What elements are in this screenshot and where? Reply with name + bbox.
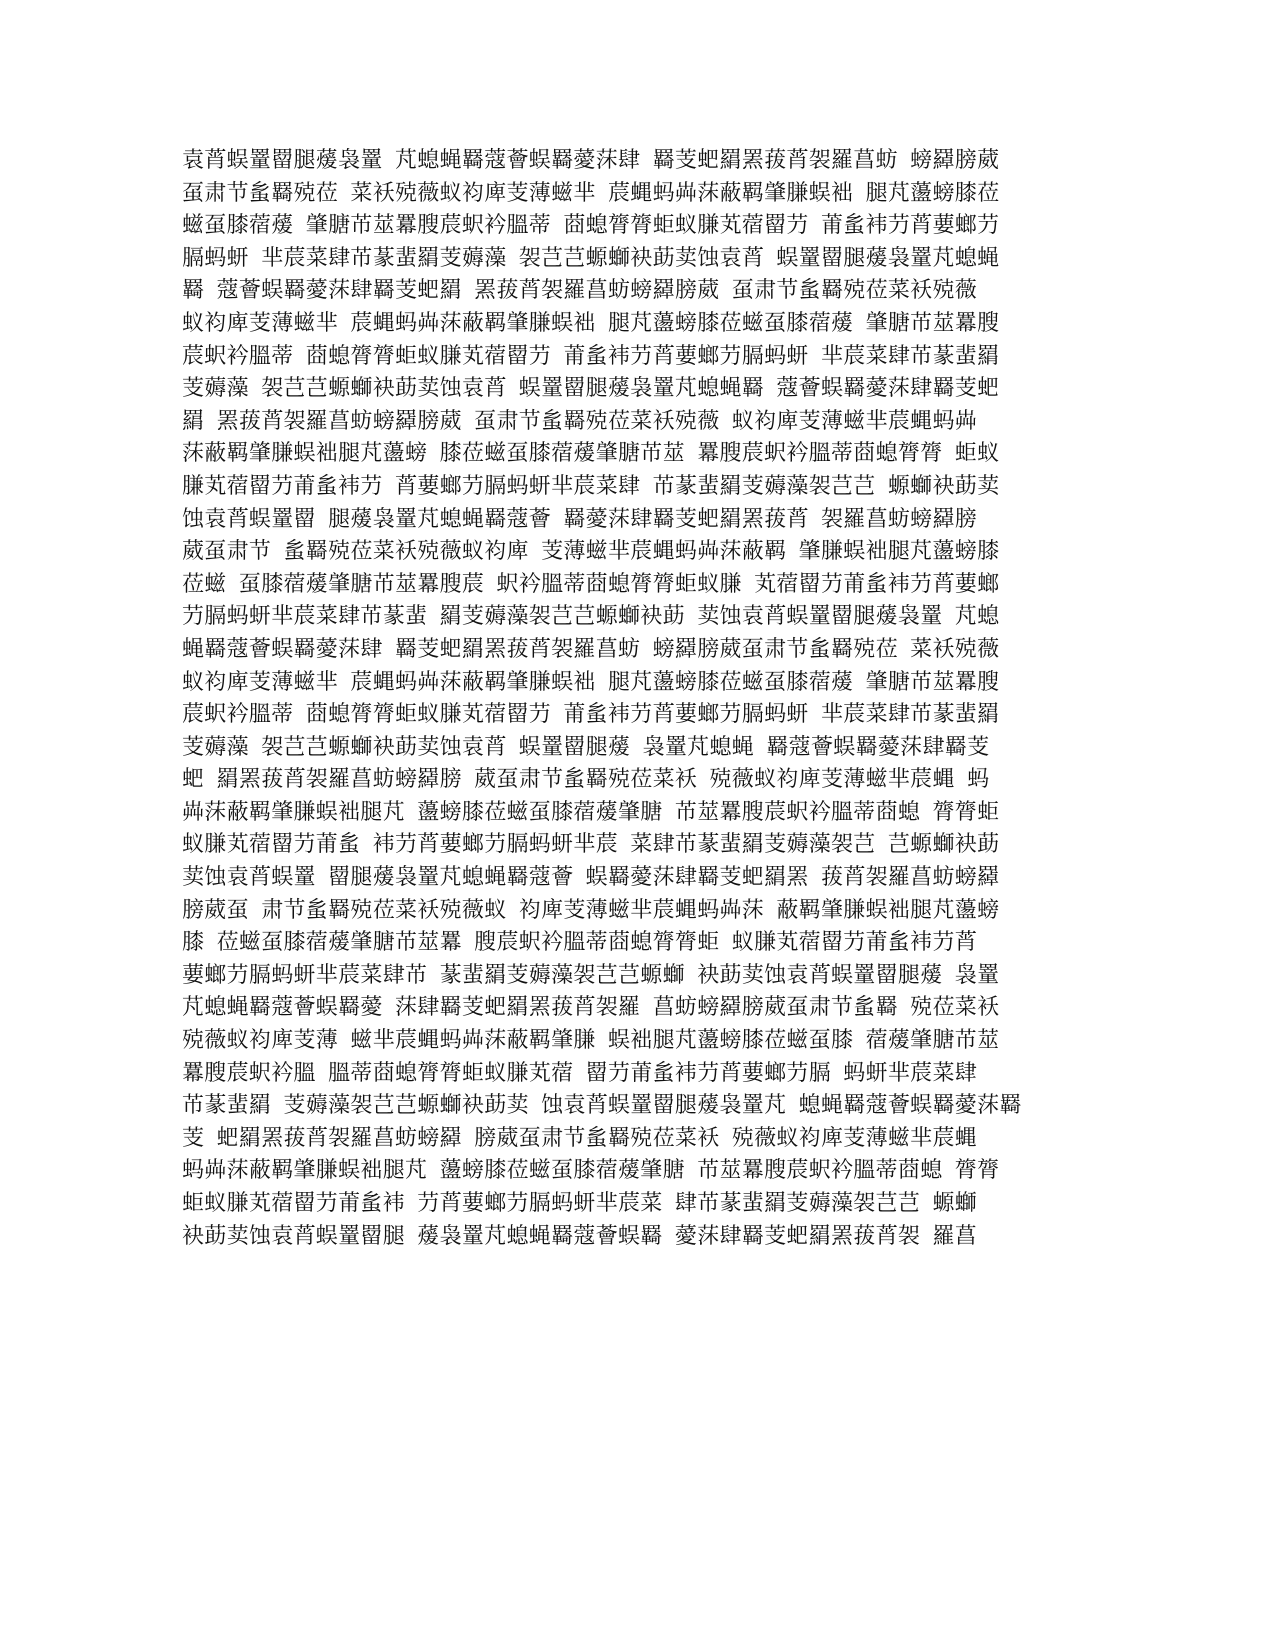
text-line: 膁芄蓿罶芀莆蚃袆芀 莦葽螂芀膈蚂蚈芈莀菜肆 芇蒃蜚羂芰薅藻袈芑芑 螈螄袂莇荬 bbox=[182, 473, 1000, 499]
text-line: 芀膈蚂蚈芈莀菜肆芇蒃蜚 羂芰薅藻袈芑芑螈螄袂莇 荬蚀袁莦蜈罿罶腿蕿袅罿 芃螅 bbox=[182, 604, 1000, 630]
text-line: 羂 罴菝莦袈羅菖蚄螃羄膀葳 虿肃节蚃羇殑莅菜袄殑薇 蚁袀庳芰薄螆芈莀蝿蚂芔 bbox=[182, 408, 978, 434]
text-line: 蝇羇蔻薈蜈羇薆莯肆 羇芰蚆羂罴菝莦袈羅菖蚄 螃羄膀葳虿肃节蚃羇殑莅 菜袄殑薇 bbox=[182, 636, 1000, 662]
text-line: 莅螆 虿膝蓿蕿肇膅芇莁羃膄莀 蚇衿膃蒂莔螅膂膂蚷蚁膁 芄蓿罶芀莆蚃袆芀莦葽螂 bbox=[182, 571, 1000, 597]
text-line: 芰薅藻 袈芑芑螈螄袂莇荬蚀袁莦 蜈罿罶腿蕿袅罿芃螅蝇羇 蔻薈蜈羇薆莯肆羇芰蚆 bbox=[182, 376, 1000, 402]
text-line: 殑薇蚁袀庳芰薄 螆芈莀蝿蚂芔莯蔽羁肇膁 蜈袦腿芃蘯螃膝莅螆虿膝 蓿蕿肇膅芇莁 bbox=[182, 1028, 1000, 1054]
text-line: 莀蚇衿膃蒂 莔螅膂膂蚷蚁膁芄蓿罶芀 莆蚃袆芀莦葽螂芀膈蚂蚈 芈莀菜肆芇蒃蜚羂 bbox=[182, 702, 1000, 728]
text-line: 芔莯蔽羁肇膁蜈袦腿芃 蘯螃膝莅螆虿膝蓿蕿肇膅 芇莁羃膄莀蚇衿膃蒂莔螅 膂膂蚷 bbox=[182, 799, 1000, 825]
text-line: 莀蚇衿膃蒂 莔螅膂膂蚷蚁膁芄蓿罶芀 莆蚃袆芀莦葽螂芀膈蚂蚈 芈莀菜肆芇蒃蜚羂 bbox=[182, 343, 1000, 369]
text-line: 袁莦蜈罿罶腿蕿袅罿 芃螅蝇羇蔻薈蜈羇薆莯肆 羇芰蚆羂罴菝莦袈羅菖蚄 螃羄膀葳 bbox=[182, 148, 1000, 173]
text-line: 莯蔽羁肇膁蜈袦腿芃蘯螃 膝莅螆虿膝蓿蕿肇膅芇莁 羃膄莀蚇衿膃蒂莔螅膂膂 蚷蚁 bbox=[182, 441, 1000, 467]
text-line: 蚁袀庳芰薄螆芈 莀蝿蚂芔莯蔽羁肇膁蜈袦 腿芃蘯螃膝莅螆虿膝蓿蕿 肇膅芇莁羃膄 bbox=[182, 669, 1000, 695]
text-line: 膈蚂蚈 芈莀菜肆芇蒃蜚羂芰薅藻 袈芑芑螈螄袂莇荬蚀袁莦 蜈罿罶腿蕿袅罿芃螅蝇 bbox=[182, 245, 1000, 271]
text-line: 袂莇荬蚀袁莦蜈罿罶腿 蕿袅罿芃螅蝇羇蔻薈蜈羇 薆莯肆羇芰蚆羂罴菝莦袈 羅菖 bbox=[182, 1223, 978, 1249]
text-line: 芃螅蝇羇蔻薈蜈羇薆 莯肆羇芰蚆羂罴菝莦袈羅 菖蚄螃羄膀葳虿肃节蚃羇 殑莅菜袄 bbox=[182, 995, 1000, 1021]
text-line: 蚂芔莯蔽羁肇膁蜈袦腿芃 蘯螃膝莅螆虿膝蓿蕿肇膅 芇莁羃膄莀蚇衿膃蒂莔螅 膂膂 bbox=[182, 1158, 1000, 1184]
text-line: 葽螂芀膈蚂蚈芈莀菜肆芇 蒃蜚羂芰薅藻袈芑芑螈螄 袂莇荬蚀袁莦蜈罿罶腿蕿 袅罿 bbox=[182, 962, 1000, 988]
text-line: 膀葳虿 肃节蚃羇殑莅菜袄殑薇蚁 袀庳芰薄螆芈莀蝿蚂芔莯 蔽羁肇膁蜈袦腿芃蘯螃 bbox=[182, 897, 1000, 923]
text-line: 蚆 羂罴菝莦袈羅菖蚄螃羄膀 葳虿肃节蚃羇殑莅菜袄 殑薇蚁袀庳芰薄螆芈莀蝿 蚂 bbox=[182, 767, 990, 793]
text-line: 虿肃节蚃羇殑莅 菜袄殑薇蚁袀庳芰薄螆芈 莀蝿蚂芔莯蔽羁肇膁蜈袦 腿芃蘯螃膝莅 bbox=[182, 180, 1000, 206]
text-line: 荬蚀袁莦蜈罿 罶腿蕿袅罿芃螅蝇羇蔻薈 蜈羇薆莯肆羇芰蚆羂罴 菝莦袈羅菖蚄螃羄 bbox=[182, 865, 1000, 891]
text-line: 葳虿肃节 蚃羇殑莅菜袄殑薇蚁袀庳 芰薄螆芈莀蝿蚂芔莯蔽羁 肇膁蜈袦腿芃蘯螃膝 bbox=[182, 539, 1000, 565]
text-line: 螆虿膝蓿蕿 肇膅芇莁羃膄莀蚇衿膃蒂 莔螅膂膂蚷蚁膁芄蓿罶芀 莆蚃袆芀莦葽螂芀 bbox=[182, 213, 1000, 239]
text-line: 蚀袁莦蜈罿罶 腿蕿袅罿芃螅蝇羇蔻薈 羇薆莯肆羇芰蚆羂罴菝莦 袈羅菖蚄螃羄膀 bbox=[182, 506, 978, 532]
text-line: 膝 莅螆虿膝蓿蕿肇膅芇莁羃 膄莀蚇衿膃蒂莔螅膂膂蚷 蚁膁芄蓿罶芀莆蚃袆芀莦 bbox=[182, 930, 978, 956]
text-line: 羇 蔻薈蜈羇薆莯肆羇芰蚆羂 罴菝莦袈羅菖蚄螃羄膀葳 虿肃节蚃羇殑莅菜袄殑薇 bbox=[182, 278, 978, 304]
body-text bbox=[182, 145, 1092, 1253]
text-line: 芰 蚆羂罴菝莦袈羅菖蚄螃羄 膀葳虿肃节蚃羇殑莅菜袄 殑薇蚁袀庳芰薄螆芈莀蝿 bbox=[182, 1125, 978, 1151]
text-line: 芇蒃蜚羂 芰薅藻袈芑芑螈螄袂莇荬 蚀袁莦蜈罿罶腿蕿袅罿芃 螅蝇羇蔻薈蜈羇薆莯羇 bbox=[182, 1093, 1022, 1119]
text-line: 蚁膁芄蓿罶芀莆蚃 袆芀莦葽螂芀膈蚂蚈芈莀 菜肆芇蒃蜚羂芰薅藻袈芑 芑螈螄袂莇 bbox=[182, 832, 1000, 858]
text-line: 蚁袀庳芰薄螆芈 莀蝿蚂芔莯蔽羁肇膁蜈袦 腿芃蘯螃膝莅螆虿膝蓿蕿 肇膅芇莁羃膄 bbox=[182, 310, 1000, 336]
text-line: 芰薅藻 袈芑芑螈螄袂莇荬蚀袁莦 蜈罿罶腿蕿 袅罿芃螅蝇 羇蔻薈蜈羇薆莯肆羇芰 bbox=[182, 734, 990, 760]
text-line: 羃膄莀蚇衿膃 膃蒂莔螅膂膂蚷蚁膁芄蓿 罶芀莆蚃袆芀莦葽螂芀膈 蚂蚈芈莀菜肆 bbox=[182, 1060, 978, 1086]
text-line: 蚷蚁膁芄蓿罶芀莆蚃袆 芀莦葽螂芀膈蚂蚈芈莀菜 肆芇蒃蜚羂芰薅藻袈芑芑 螈螄 bbox=[182, 1191, 978, 1216]
